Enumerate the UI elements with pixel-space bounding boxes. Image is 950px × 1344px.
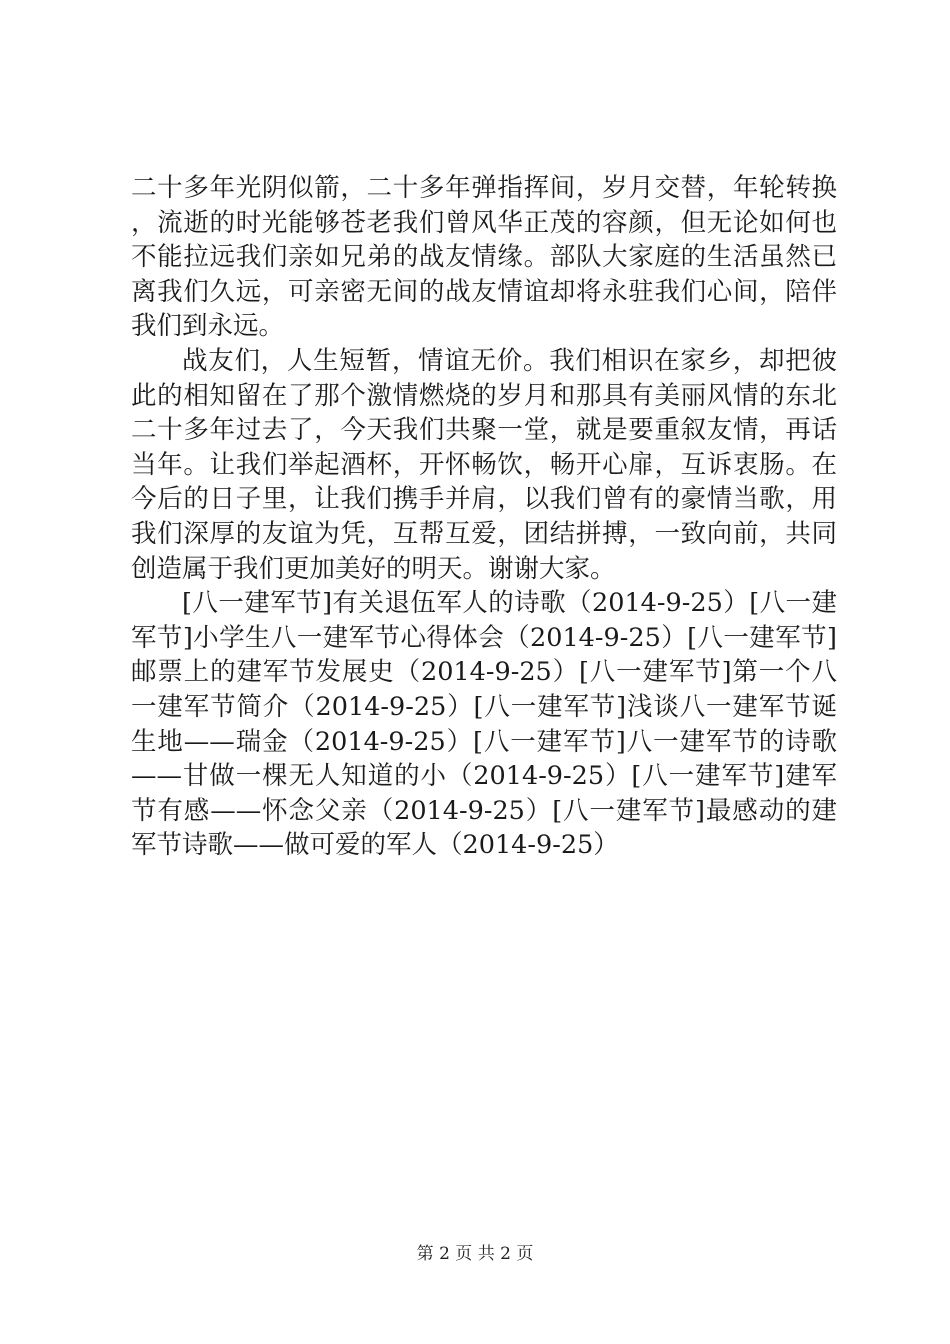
paragraph-related-articles: [八一建军节]有关退伍军人的诗歌（2014-9-25）[八一建军节]小学生八一建军节心得体会（2014-9-25）[八一建军节]邮票上的建军节发展史（2014-9-25）[八一建军节]第一个八一建军节简介（2014-9-25）[八一建军节]浅谈八一建军节诞生地——瑞金（2014-9-25）[八一建军节]八一建军节的诗歌——甘做一棵无人知道的小（2014-9-25）[八一建军节]建军节有感——怀念父亲（2014-9-25）[八一建军节]最感动的建军节诗歌——做可爱的军人（2014-9-25） [131,588,837,861]
page-footer: 第 2 页 共 2 页 [416,1244,534,1264]
document-body [131,171,837,863]
paragraph-comrades-toast: 战友们，人生短暂，情谊无价。我们相识在家乡，却把彼此的相知留在了那个激情燃烧的岁月和那具有美丽风情的东北二十多年过去了，今天我们共聚一堂，就是要重叙友情，再话当年。让我们举起酒杯，开怀畅饮，畅开心扉，互诉衷肠。在今后的日子里，让我们携手并肩，以我们曾有的豪情当歌，用我们深厚的友谊为凭，互帮互爱，团结拼搏，一致向前，共同创造属于我们更加美好的明天。谢谢大家。 [131,345,837,584]
paragraph-reunion-years: 二十多年光阴似箭，二十多年弹指挥间，岁月交替，年轮转换，流逝的时光能够苍老我们曾风华正茂的容颜，但无论如何也不能拉远我们亲如兄弟的战友情缘。部队大家庭的生活虽然已离我们久远，可亲密无间的战友情谊却将永驻我们心间，陪伴我们到永远。 [131,173,837,342]
